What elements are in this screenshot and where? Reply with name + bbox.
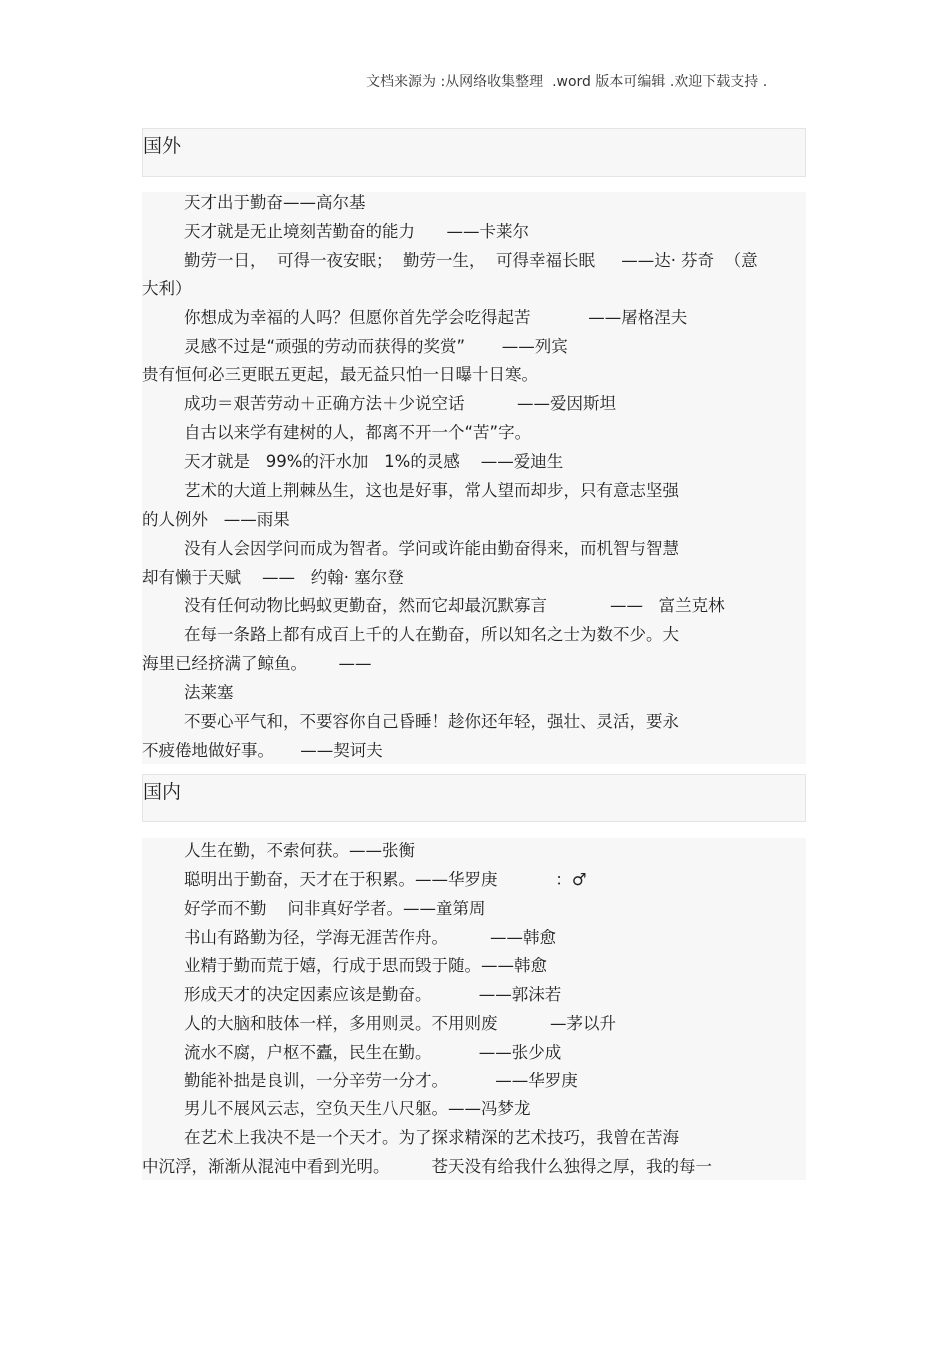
quote-line: 聪明出于勤奋，天才在于积累。——华罗庚 ：♂ [184,870,587,889]
quote-line: 在艺术上我决不是一个天才。为了探求精深的艺术技巧，我曾在苦海 [184,1128,679,1147]
quote-line: 没有人会因学问而成为智者。学问或许能由勤奋得来，而机智与智慧 [184,539,679,558]
quote-line: 好学而不勤 问非真好学者。——童第周 [184,899,486,918]
quote-line: 贵有恒何必三更眠五更起，最无益只怕一日曝十日寒。 [142,365,538,384]
quote-line: 自古以来学有建树的人，都离不开一个“苦”字。 [184,423,532,442]
quote-line: 却有懒于天赋 —— 约翰· 塞尔登 [142,568,404,587]
quote-line: 形成天才的决定因素应该是勤奋。 ——郭沫若 [184,985,562,1004]
quote-line: 勤劳一日， 可得一夜安眠； 勤劳一生， 可得幸福长眠 ——达· 芬奇 （意 [184,251,758,270]
section-title-text: 国内 [143,781,182,803]
quote-line: 业精于勤而荒于嬉，行成于思而毁于随。——韩愈 [184,956,547,975]
section-title-foreign [142,128,806,177]
quote-line: 天才就是 99%的汗水加 1%的灵感 ——爱迪生 [184,452,564,471]
quote-line: 流水不腐，户枢不蠹，民生在勤。 ——张少成 [184,1043,562,1062]
section-title-text: 国外 [143,135,182,157]
quote-line: 灵感不过是“顽强的劳动而获得的奖赏” ——列宾 [184,337,568,356]
quote-line: 中沉浮，渐渐从混沌中看到光明。 苍天没有给我什么独得之厚，我的每一 [142,1157,712,1176]
quote-line: 勤能补拙是良训，一分辛劳一分才。 ——华罗庚 [184,1071,578,1090]
quote-line: 海里已经挤满了鲸鱼。 —— [142,654,372,673]
quote-block-domestic [142,838,806,1180]
quote-line: 艺术的大道上荆棘丛生，这也是好事，常人望而却步，只有意志坚强 [184,481,679,500]
quote-line: 书山有路勤为径，学海无涯苦作舟。 ——韩愈 [184,928,556,947]
quote-line: 大利） [142,279,192,298]
quote-line: 人的大脑和肢体一样，多用则灵。不用则废 —茅以升 [184,1014,616,1033]
quote-line: 你想成为幸福的人吗？但愿你首先学会吃得起苦 ——屠格涅夫 [184,308,688,327]
quote-line: 不疲倦地做好事。 ——契诃夫 [142,741,383,760]
quote-block-foreign [142,192,806,764]
quote-line: 的人例外 ——雨果 [142,510,290,529]
quote-line: 不要心平气和，不要容你自己昏睡！趁你还年轻，强壮、灵活，要永 [184,712,679,731]
quote-line: 在每一条路上都有成百上千的人在勤奋，所以知名之士为数不少。大 [184,625,679,644]
quote-line: 法莱塞 [184,683,234,702]
page-header: 文档来源为 :从网络收集整理 .word 版本可编辑 .欢迎下载支持 . [366,74,768,90]
quote-line: 天才出于勤奋——高尔基 [184,193,366,212]
section-title-domestic [142,774,806,822]
quote-line: 男儿不展风云志，空负天生八尺躯。——冯梦龙 [184,1099,531,1118]
quote-line: 人生在勤，不索何获。——张衡 [184,841,415,860]
quote-line: 没有任何动物比蚂蚁更勤奋，然而它却最沉默寡言 —— 富兰克林 [184,596,725,615]
quote-line: 成功＝艰苦劳动＋正确方法＋少说空话 ——爱因斯坦 [184,394,616,413]
quote-line: 天才就是无止境刻苦勤奋的能力 ——卡莱尔 [184,222,529,241]
